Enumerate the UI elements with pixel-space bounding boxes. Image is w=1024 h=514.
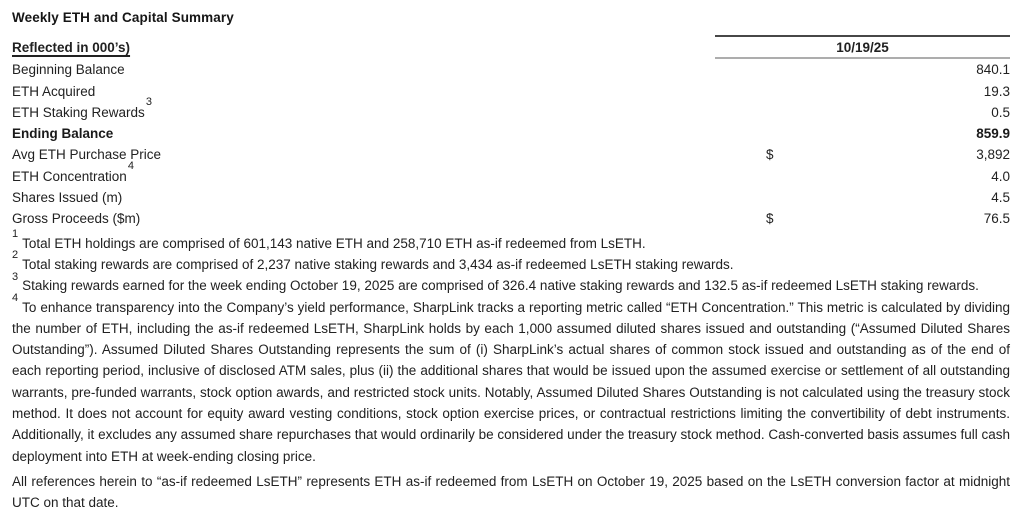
row-label-text: Avg ETH Purchase Price (12, 147, 162, 163)
footnote-ref-superscript: 3 (145, 96, 152, 109)
row-value: 840.1 (976, 62, 1010, 78)
table-row (12, 208, 1010, 229)
row-value-cell (715, 187, 1010, 208)
footnote-marker: 4 (12, 292, 19, 305)
row-label (12, 144, 715, 165)
table-header-row (12, 35, 1010, 59)
table-row (12, 59, 1010, 80)
row-value-cell (715, 81, 1010, 102)
table-date-column-header: 10/19/25 (715, 35, 1010, 59)
row-label-text: Shares Issued (m) (12, 190, 123, 206)
footnote-4 (12, 292, 1010, 467)
table-row (12, 96, 1010, 123)
row-label (12, 123, 715, 144)
footnote-text: Total staking rewards are comprised of 2,237 native staking rewards and 3,434 as-if redeemed LsETH staking rewards. (22, 256, 734, 272)
row-label (12, 59, 715, 80)
footnote-marker: 3 (12, 270, 19, 283)
table-header-label: Reflected in 000’s) (12, 39, 131, 55)
page-title: Weekly ETH and Capital Summary (12, 10, 234, 25)
row-label-text: Beginning Balance (12, 62, 125, 78)
currency-symbol: $ (766, 211, 774, 227)
closing-note: All references herein to “as-if redeemed LsETH” represents ETH as-if redeemed from LsETH on October 19, 2025 based on the LsETH conversion factor at midnight UTC on that date. (12, 473, 1010, 511)
row-label-text: ETH Acquired (12, 83, 96, 99)
row-value-cell (715, 144, 1010, 165)
footnote-marker: 1 (12, 228, 19, 241)
footnote-2 (12, 249, 1010, 275)
footnote-ref-superscript: 4 (127, 160, 134, 173)
row-label-text: Ending Balance (12, 126, 114, 142)
row-label (12, 187, 715, 208)
row-value: 3,892 (976, 147, 1010, 163)
footnotes-section (12, 228, 1010, 467)
row-label-text: ETH Staking Rewards (12, 104, 145, 120)
row-value-cell (715, 59, 1010, 80)
row-value: 0.5 (991, 104, 1010, 120)
row-label (12, 208, 715, 229)
footnote-1 (12, 228, 1010, 254)
row-label-text: ETH Concentration (12, 168, 127, 184)
footnote-3 (12, 270, 1010, 296)
row-value-cell (715, 123, 1010, 144)
row-label (12, 81, 715, 102)
eth-capital-summary-table (12, 35, 1010, 229)
table-row-ending-balance (12, 123, 1010, 144)
row-label (12, 96, 715, 123)
row-value-cell (715, 166, 1010, 187)
table-row (12, 144, 1010, 165)
row-value-cell (715, 208, 1010, 229)
row-value-cell (715, 102, 1010, 123)
table-row (12, 81, 1010, 102)
row-value: 4.0 (991, 168, 1010, 184)
footnote-text: Total ETH holdings are comprised of 601,143 native ETH and 258,710 ETH as-if redeemed from LsETH. (22, 235, 646, 251)
currency-symbol: $ (766, 147, 774, 163)
footnote-marker: 2 (12, 249, 19, 262)
row-value: 19.3 (983, 83, 1010, 99)
row-value: 4.5 (991, 190, 1010, 206)
footnote-text: To enhance transparency into the Company’s yield performance, SharpLink tracks a reporting metric called “ETH Concentration.” This metric is calculated by dividing the number of ETH, including the as-if redeemed LsETH, SharpLink holds by each 1,000 assumed diluted shares issued and outstanding (“Assumed Diluted Shares Outstanding”). Assumed Diluted Shares Outstanding represents the sum of (i) SharpLink’s actual shares of common stock issued and outstanding as of the end of each reporting period, inclusive of disclosed ATM sales, plus (ii) the additional shares that would be issued upon the assumed exercise or settlement of all outstanding warrants, pre-funded warrants, stock option awards, and restricted stock units. Notably, Assumed Diluted Shares Outstanding is not calculated using the treasury stock method. It does not account for equity award vesting conditions, stock option exercise prices, or contractual restrictions limiting the convertibility of debt instruments. Additionally, it excludes any assumed share repurchases that would ordinarily be considered under the treasury stock method. Cash-converted basis assumes full cash deployment into ETH at week-ending closing price. (12, 299, 1010, 464)
row-label-text: Gross Proceeds ($m) (12, 211, 141, 227)
footnote-text: Staking rewards earned for the week ending October 19, 2025 are comprised of 326.4 native staking rewards and 132.5 as-if redeemed LsETH staking rewards. (22, 278, 979, 294)
table-row (12, 160, 1010, 187)
row-label (12, 160, 715, 187)
table-row (12, 187, 1010, 208)
row-value: 76.5 (983, 211, 1010, 227)
row-value: 859.9 (976, 126, 1010, 142)
